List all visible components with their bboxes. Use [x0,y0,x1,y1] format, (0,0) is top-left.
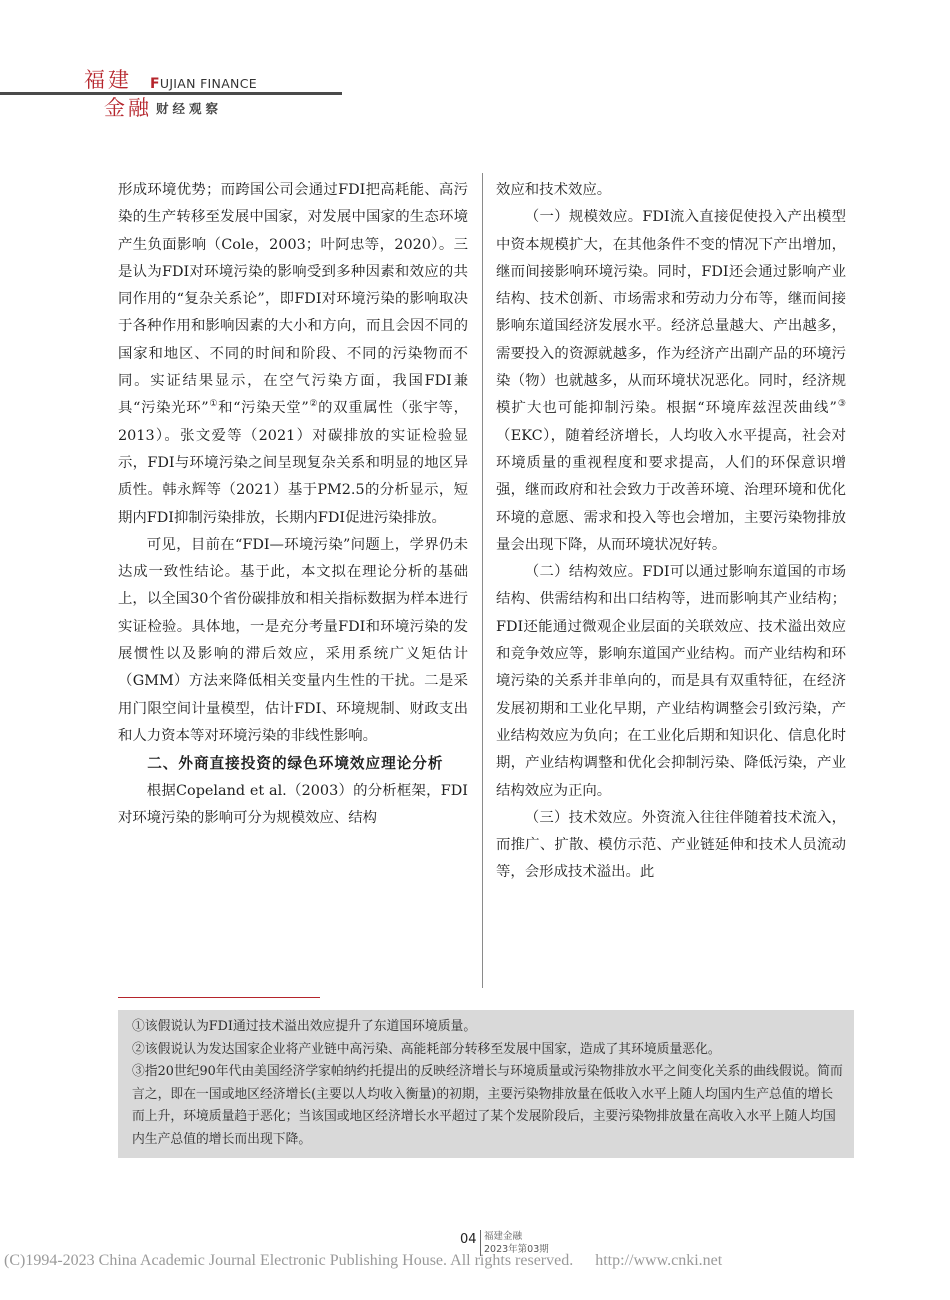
page-number: 04 [460,1232,477,1247]
footnote-rule [118,997,320,998]
header-section-title: 财经观察 [156,101,223,116]
header-en-rest: UJIAN FINANCE [159,76,257,91]
footnote-ref-2[interactable]: ② [308,399,319,410]
header-rule [0,92,342,95]
footnote-1: ①该假说认为FDI通过技术溢出效应提升了东道国环境质量。 [132,1019,477,1034]
left-paragraph-3: 根据Copeland et al.（2003）的分析框架，FDI对环境污染的影响可分为规模效应、结构 [118,782,468,826]
copyright-text: (C)1994-2023 China Academic Journal Electronic Publishing House. All rights reserved. [4,1252,574,1269]
right-paragraph-3: （三）技术效应。外资流入往往伴随着技术流入，而推广、扩散、模仿示范、产业链延伸和技术人员流动等，会形成技术溢出。此 [496,809,846,881]
column-divider [482,173,483,988]
left-column [118,177,468,832]
section-heading: 二、外商直接投资的绿色环境效应理论分析 [147,755,444,773]
footnotes-box [118,1010,854,1158]
header-cn-line2: 金融 [104,96,152,120]
footer-journal-name: 福建金融 [484,1231,523,1242]
footnote-3: ③指20世纪90年代由美国经济学家帕纳约托提出的反映经济增长与环境质量或污染物排放水平之间变化关系的曲线假说。简而言之，即在一国或地区经济增长(主要以人均收入衡量)的初期，主要污染物排放量在低收入水平上随人均国内生产总值的增长而上升，环境质量趋于恶化；当该国或地区经济增长水平超过了某个发展阶段后，主要污染物排放量在高收入水平上随人均国内生产总值的增长而出现下降。 [132,1064,843,1147]
right-paragraph-0: 效应和技术效应。 [496,182,612,198]
header-cn-line1: 福建 [84,68,132,92]
left-paragraph-2: 可见，目前在“FDI—环境污染”问题上，学界仍未达成一致性结论。基于此，本文拟在理论分析的基础上，以全国30个省份碳排放和相关指标数据为样本进行实证检验。具体地，一是充分考量FDI和环境污染的发展惯性以及影响的滞后效应，采用系统广义矩估计（GMM）方法来降低相关变量内生性的干扰。二是采用门限空间计量模型，估计FDI、环境规制、财政支出和人力资本等对环境污染的非线性影响。 [118,536,468,744]
footnote-ref-1[interactable]: ① [208,399,219,410]
cnki-link[interactable]: http://www.cnki.net [595,1252,723,1269]
footnote-ref-3[interactable]: ③ [836,399,846,410]
header-en-title [150,76,257,92]
right-paragraph-1: （一）规模效应。FDI流入直接促使投入产出模型中资本规模扩大，在其他条件不变的情况下产出增加，继而间接影响环境污染。同时，FDI还会通过影响产业结构、技术创新、市场需求和劳动力分布等，继而间接影响东道国经济发展水平。经济总量越大、产出越多，需要投入的资源就越多，作为经济产出副产品的环境污染（物）也就越多，从而环境状况恶化。同时，经济规模扩大也可能抑制污染。根据“环境库兹涅茨曲线”③（EKC），随着经济增长，人均收入水平提高，社会对环境质量的重视程度和要求提高，人们的环保意识增强，继而政府和社会致力于改善环境、治理环境和优化环境的意愿、需求和投入等也会增加，主要污染物排放量会出现下降，从而环境状况好转。 [496,209,846,553]
right-paragraph-2: （二）结构效应。FDI可以通过影响东道国的市场结构、供需结构和出口结构等，进而影响其产业结构；FDI还能通过微观企业层面的关联效应、技术溢出效应和竞争效应等，影响东道国产业结构。而产业结构和环境污染的关系并非单向的，而是具有双重特征，在经济发展初期和工业化早期，产业结构调整会引致污染，产业结构效应为负向；在工业化后期和知识化、信息化时期，产业结构调整和优化会抑制污染、降低污染，产业结构效应为正向。 [496,564,846,799]
footnote-2: ②该假说认为发达国家企业将产业链中高污染、高能耗部分转移至发展中国家，造成了其环境质量恶化。 [132,1041,721,1057]
copyright-line [4,1252,722,1270]
header-en-initial: F [150,76,160,92]
left-paragraph-1: 形成环境优势；而跨国公司会通过FDI把高耗能、高污染的生产转移至发展中国家，对发展中国家的生态环境产生负面影响（Cole，2003；叶阿忠等，2020）。三是认为FDI对环境污染的影响受到多种因素和效应的共同作用的“复杂关系论”，即FDI对环境污染的影响取决于各种作用和影响因素的大小和方向，而且会因不同的国家和地区、不同的时间和阶段、不同的污染物而不同。实证结果显示，在空气污染方面，我国FDI兼具“污染光环”①和“污染天堂”②的双重属性（张宇等，2013）。张文爱等（2021）对碳排放的实证检验显示，FDI与环境污染之间呈现复杂关系和明显的地区异质性。韩永辉等（2021）基于PM2.5的分析显示，短期内FDI抑制污染排放，长期内FDI促进污染排放。 [118,182,469,526]
right-column [496,177,846,887]
footer-issue: 2023年第03期 [484,1244,549,1255]
